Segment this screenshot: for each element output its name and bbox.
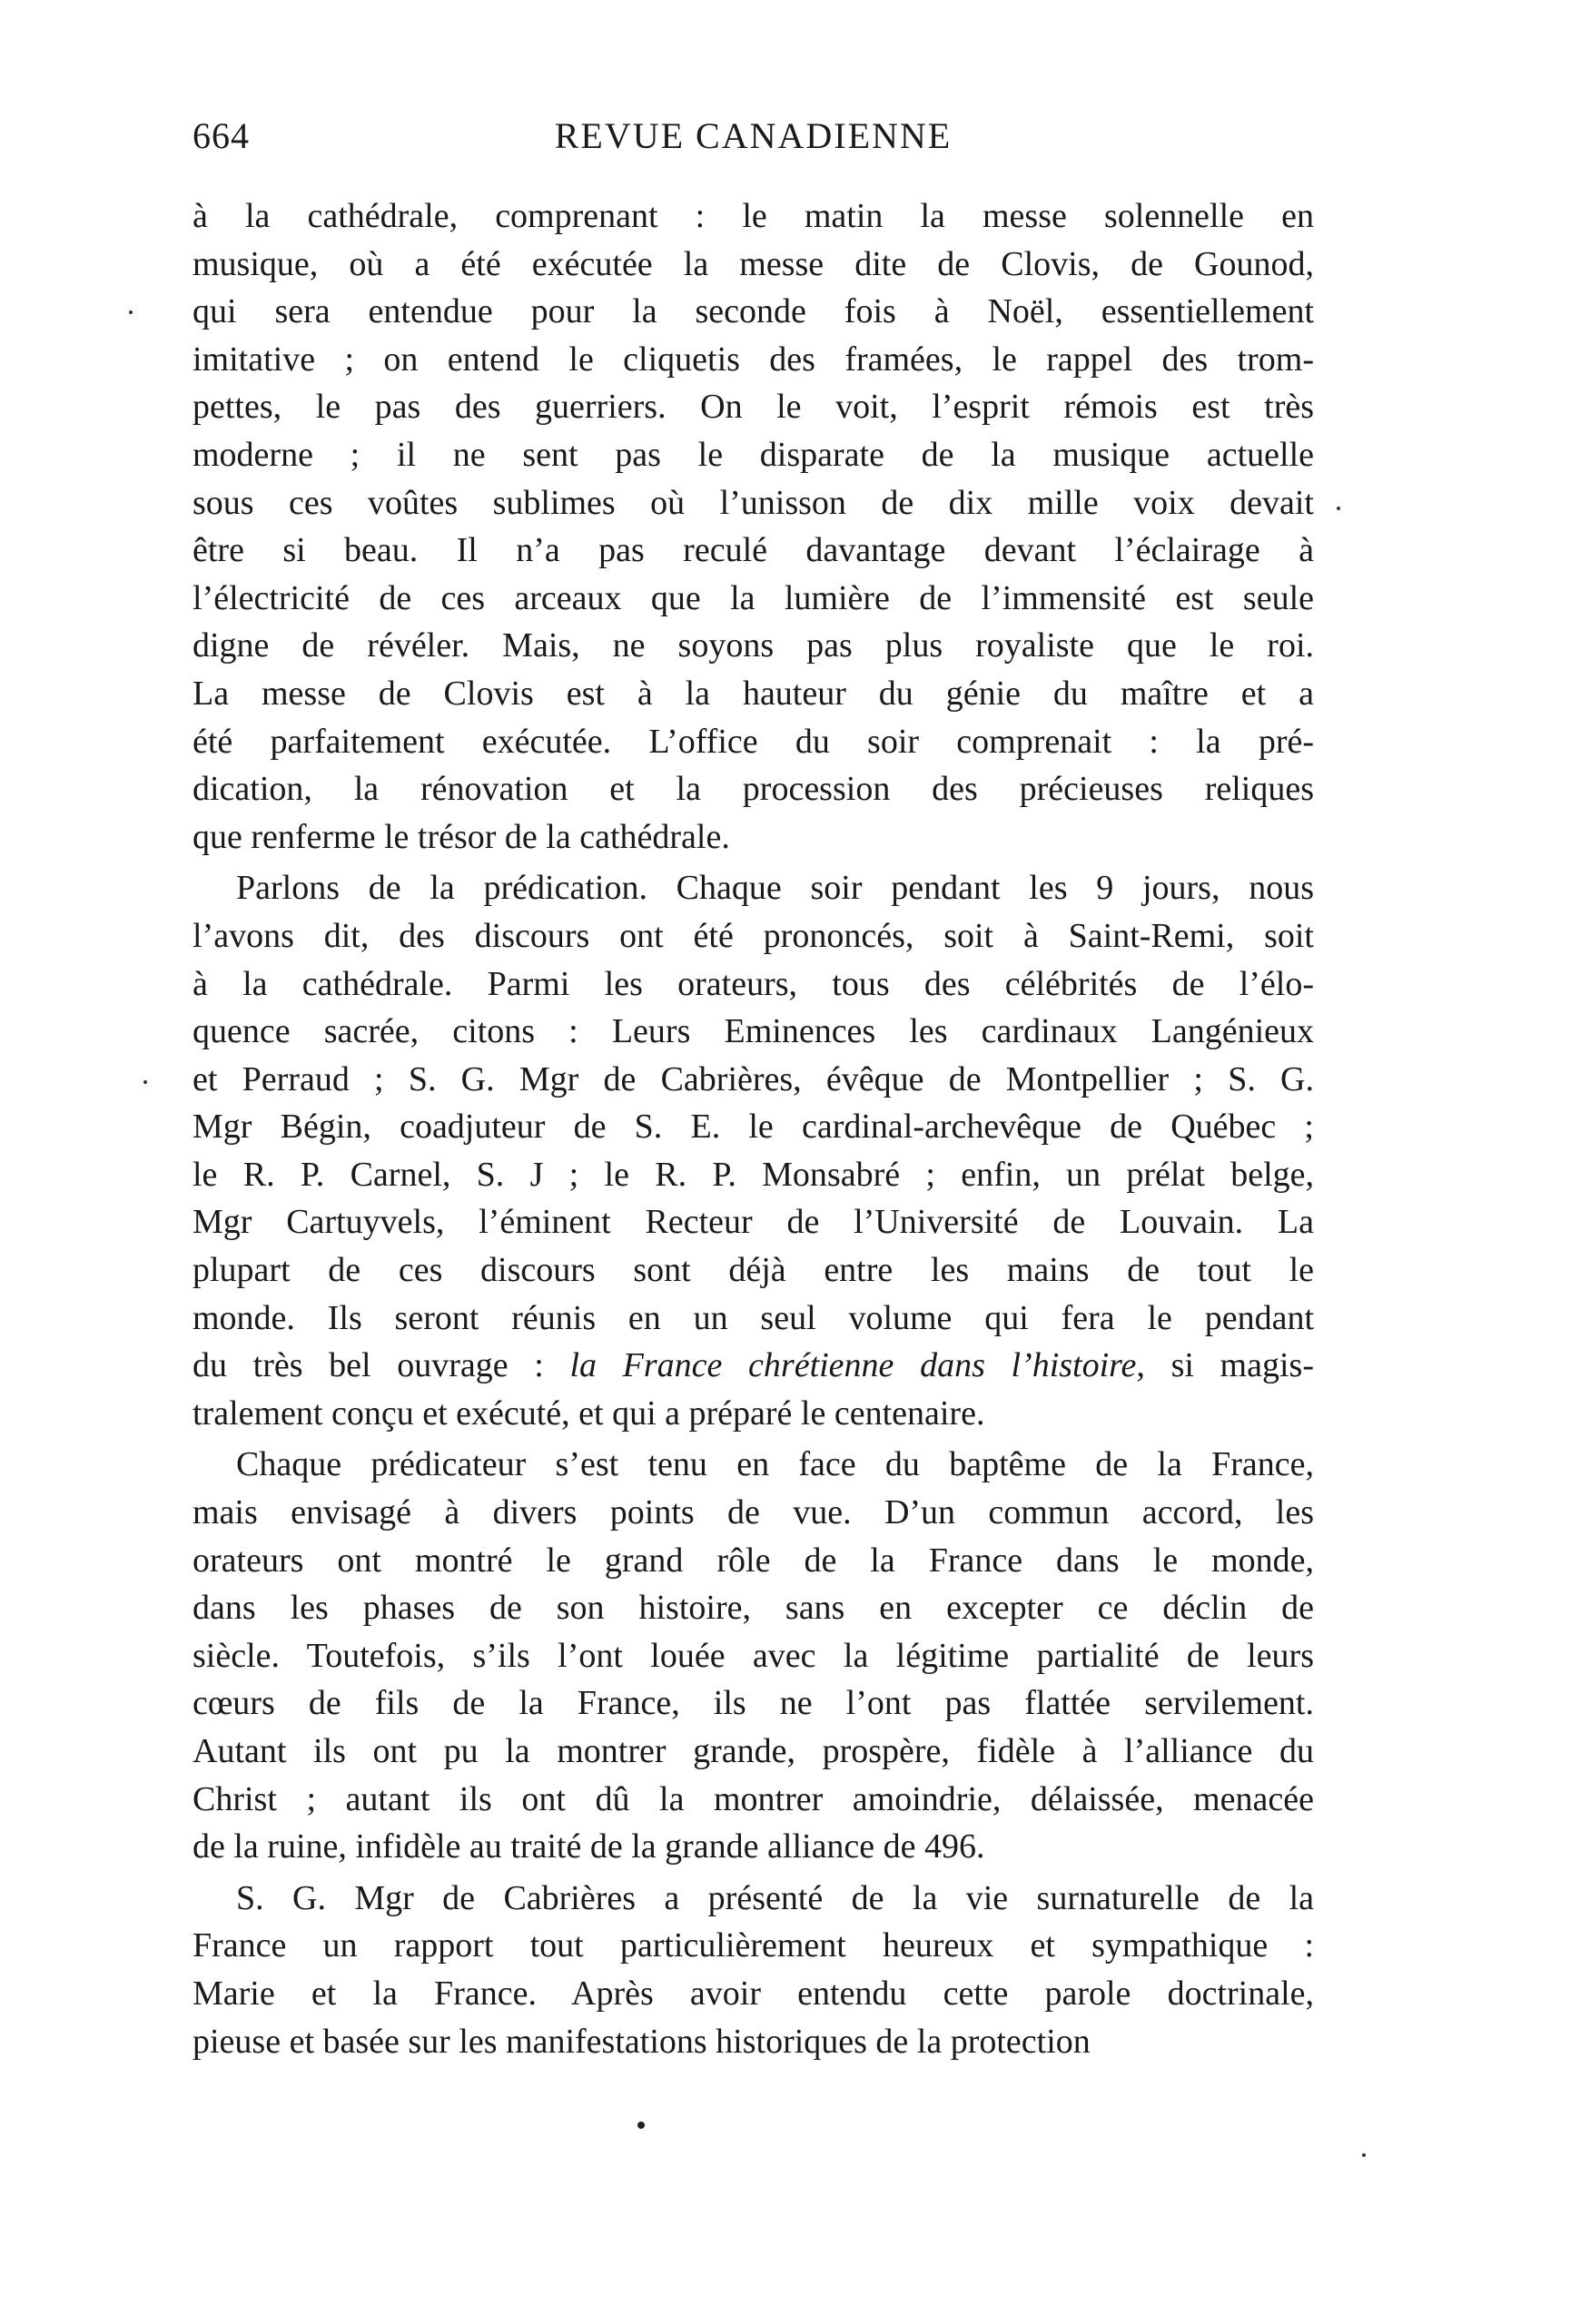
text-line: dans les phases de son histoire, sans en excepter ce déclin de xyxy=(193,1589,1314,1628)
text-line: Chaque prédicateur s’est tenu en face du baptême de la France, xyxy=(236,1445,1314,1484)
text-line: sous ces voûtes sublimes où l’unisson de dix mille voix devait xyxy=(193,483,1314,522)
text-line: le R. P. Carnel, S. J ; le R. P. Monsabré ; enfin, un prélat belge, xyxy=(193,1155,1314,1194)
text-line: Marie et la France. Après avoir entendu cette parole doctrinale, xyxy=(193,1974,1314,2013)
text-line: et Perraud ; S. G. Mgr de Cabrières, évêque de Montpellier ; S. G. xyxy=(193,1059,1314,1098)
paragraph xyxy=(193,1875,1314,2065)
footer-mark xyxy=(637,2122,645,2129)
text-line: digne de révéler. Mais, ne soyons pas plus royaliste que le roi. xyxy=(193,626,1314,665)
text-line: à la cathédrale, comprenant : le matin la messe solennelle en xyxy=(193,197,1314,235)
text-line: Autant ils ont pu la montrer grande, prospère, fidèle à l’alliance du xyxy=(193,1732,1314,1770)
text-line: orateurs ont montré le grand rôle de la France dans le monde, xyxy=(193,1541,1314,1580)
paragraph xyxy=(193,1441,1314,1870)
print-speck xyxy=(129,310,133,314)
text-line: de la ruine, infidèle au traité de la grande alliance de 496. xyxy=(193,1827,985,1866)
paragraph xyxy=(193,192,1314,861)
text-line: Mgr Bégin, coadjuteur de S. E. le cardinal-archevêque de Québec ; xyxy=(193,1108,1314,1147)
text-line: dication, la rénovation et la procession des précieuses reliques xyxy=(193,770,1314,809)
page-number: 664 xyxy=(193,115,250,156)
body-text xyxy=(193,192,1314,2065)
text-line: été parfaitement exécutée. L’office du soir comprenait : la pré- xyxy=(193,722,1314,761)
text-line: Christ ; autant ils ont dû la montrer amoindrie, délaissée, menacée xyxy=(193,1779,1314,1818)
text-line: La messe de Clovis est à la hauteur du génie du maître et a xyxy=(193,674,1314,713)
text-line: mais envisagé à divers points de vue. D’un commun accord, les xyxy=(193,1493,1314,1532)
text-line: monde. Ils seront réunis en un seul volume qui fera le pendant xyxy=(193,1298,1314,1337)
text-line: siècle. Toutefois, s’ils l’ont louée avec la légitime partialité de leurs xyxy=(193,1636,1314,1675)
journal-title: REVUE CANADIENNE xyxy=(554,115,953,156)
text-line: moderne ; il ne sent pas le disparate de la musique actuelle xyxy=(193,435,1314,474)
text-line: être si beau. Il n’a pas reculé davantage devant l’éclairage à xyxy=(193,531,1314,570)
text-line: imitative ; on entend le cliquetis des framées, le rappel des trom- xyxy=(193,340,1314,379)
text-line: tralement conçu et exécuté, et qui a préparé le centenaire. xyxy=(193,1393,985,1433)
text-line: musique, où a été exécutée la messe dite de Clovis, de Gounod, xyxy=(193,244,1314,283)
text-line: l’électricité de ces arceaux que la lumière de l’immensité est seule xyxy=(193,578,1314,617)
text-line: S. G. Mgr de Cabrières a présenté de la vie surnaturelle de la xyxy=(236,1878,1314,1917)
text-line: Mgr Cartuyvels, l’éminent Recteur de l’Université de Louvain. La xyxy=(193,1203,1314,1242)
text-line: pieuse et basée sur les manifestations historiques de la protection xyxy=(193,2022,1091,2061)
text-line: pettes, le pas des guerriers. On le voit, l’esprit rémois est très xyxy=(193,388,1314,427)
text-line: qui sera entendue pour la seconde fois à Noël, essentiellement xyxy=(193,292,1314,331)
italic-title: la France chrétienne dans l’histoire xyxy=(569,1346,1137,1385)
text-line: l’avons dit, des discours ont été prononcés, soit à Saint-Remi, soit xyxy=(193,916,1314,955)
text-line: du très bel ouvrage : la France chrétienne dans l’histoire, si magis- xyxy=(193,1346,1314,1385)
paragraph xyxy=(193,864,1314,1437)
text-line: cœurs de fils de la France, ils ne l’ont pas flattée servilement. xyxy=(193,1684,1314,1723)
running-header xyxy=(193,111,1314,162)
print-speck xyxy=(143,1080,147,1084)
print-speck xyxy=(1362,2153,1366,2157)
text-line: Parlons de la prédication. Chaque soir pendant les 9 jours, nous xyxy=(236,869,1314,908)
text-line: plupart de ces discours sont déjà entre les mains de tout le xyxy=(193,1251,1314,1290)
print-speck xyxy=(1337,507,1340,510)
text-line: que renferme le trésor de la cathédrale. xyxy=(193,817,730,856)
text-line: quence sacrée, citons : Leurs Eminences les cardinaux Langénieux xyxy=(193,1012,1314,1051)
text-line: à la cathédrale. Parmi les orateurs, tous des célébrités de l’élo- xyxy=(193,964,1314,1003)
text-line: France un rapport tout particulièrement heureux et sympathique : xyxy=(193,1926,1314,1965)
